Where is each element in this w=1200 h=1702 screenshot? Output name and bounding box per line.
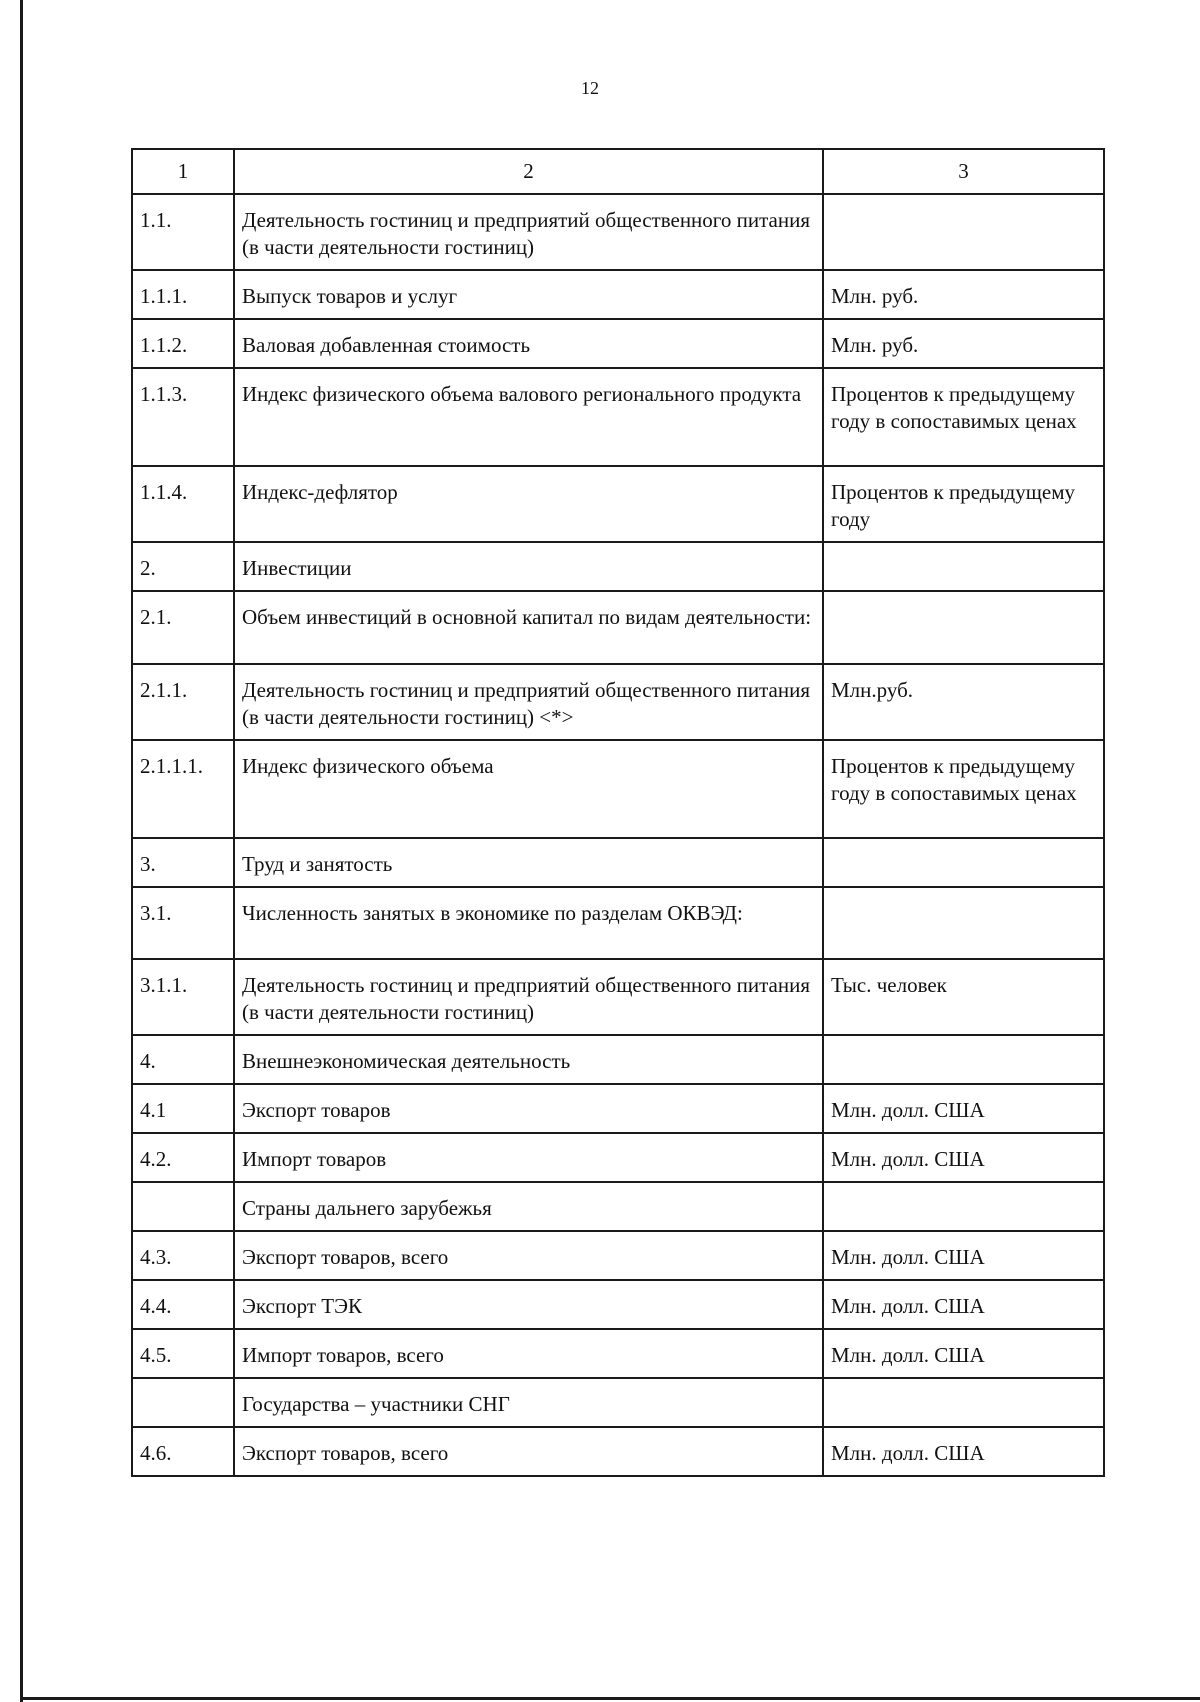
row-unit-cell: Млн. руб. [823, 319, 1104, 368]
row-number-cell: 4.2. [132, 1133, 234, 1182]
header-cell-indicator: 2 [234, 149, 823, 194]
row-unit-cell: Тыс. человек [823, 959, 1104, 1035]
row-unit-cell: Процентов к предыдущему году в сопоставимых ценах [823, 740, 1104, 838]
row-unit-cell [823, 1378, 1104, 1427]
table-row [132, 1329, 1104, 1378]
row-indicator-cell: Выпуск товаров и услуг [234, 270, 823, 319]
row-indicator-cell: Деятельность гостиниц и предприятий общественного питания (в части деятельности гостиниц) <*> [234, 664, 823, 740]
header-cell-number: 1 [132, 149, 234, 194]
row-number-cell: 4.5. [132, 1329, 234, 1378]
row-unit-cell: Млн. долл. США [823, 1280, 1104, 1329]
table-row [132, 542, 1104, 591]
table-row [132, 959, 1104, 1035]
row-unit-cell [823, 591, 1104, 664]
header-cell-unit: 3 [823, 149, 1104, 194]
indicators-table [131, 148, 1105, 1477]
table-row [132, 1035, 1104, 1084]
table-row [132, 1378, 1104, 1427]
row-unit-cell: Млн. долл. США [823, 1231, 1104, 1280]
row-number-cell: 4.1 [132, 1084, 234, 1133]
table-row [132, 194, 1104, 270]
row-unit-cell [823, 542, 1104, 591]
table-row [132, 838, 1104, 887]
row-unit-cell: Млн. долл. США [823, 1084, 1104, 1133]
table-header-row [132, 149, 1104, 194]
row-unit-cell [823, 887, 1104, 959]
row-number-cell: 2. [132, 542, 234, 591]
row-indicator-cell: Объем инвестиций в основной капитал по видам деятельности: [234, 591, 823, 664]
row-number-cell: 2.1.1.1. [132, 740, 234, 838]
table-row [132, 319, 1104, 368]
row-number-cell: 4.3. [132, 1231, 234, 1280]
row-number-cell: 1.1.2. [132, 319, 234, 368]
row-number-cell: 1.1.3. [132, 368, 234, 466]
row-unit-cell: Млн. долл. США [823, 1427, 1104, 1476]
row-unit-cell: Млн. руб. [823, 270, 1104, 319]
row-number-cell: 1.1. [132, 194, 234, 270]
row-indicator-cell: Валовая добавленная стоимость [234, 319, 823, 368]
row-indicator-cell: Экспорт товаров, всего [234, 1427, 823, 1476]
row-indicator-cell: Индекс физического объема [234, 740, 823, 838]
row-indicator-cell: Труд и занятость [234, 838, 823, 887]
row-unit-cell [823, 838, 1104, 887]
table-row [132, 1231, 1104, 1280]
row-unit-cell: Процентов к предыдущему году в сопоставимых ценах [823, 368, 1104, 466]
row-indicator-cell: Индекс физического объема валового регионального продукта [234, 368, 823, 466]
row-indicator-cell: Страны дальнего зарубежья [234, 1182, 823, 1231]
row-indicator-cell: Импорт товаров [234, 1133, 823, 1182]
table-row [132, 887, 1104, 959]
table-row [132, 1427, 1104, 1476]
row-indicator-cell: Экспорт товаров, всего [234, 1231, 823, 1280]
table-row [132, 1182, 1104, 1231]
row-number-cell: 2.1. [132, 591, 234, 664]
table-row [132, 1280, 1104, 1329]
row-unit-cell [823, 1182, 1104, 1231]
row-indicator-cell: Деятельность гостиниц и предприятий общественного питания (в части деятельности гостиниц) [234, 959, 823, 1035]
row-indicator-cell: Экспорт ТЭК [234, 1280, 823, 1329]
row-unit-cell: Млн. долл. США [823, 1133, 1104, 1182]
row-number-cell: 4. [132, 1035, 234, 1084]
row-indicator-cell: Экспорт товаров [234, 1084, 823, 1133]
row-indicator-cell: Внешнеэкономическая деятельность [234, 1035, 823, 1084]
row-indicator-cell: Индекс-дефлятор [234, 466, 823, 542]
scan-bottom-border [20, 1697, 1200, 1700]
page-number: 12 [581, 78, 599, 98]
row-unit-cell [823, 1035, 1104, 1084]
table-row [132, 1133, 1104, 1182]
table-row [132, 466, 1104, 542]
row-unit-cell: Млн. долл. США [823, 1329, 1104, 1378]
row-indicator-cell: Инвестиции [234, 542, 823, 591]
row-unit-cell: Процентов к предыдущему году [823, 466, 1104, 542]
row-number-cell: 4.4. [132, 1280, 234, 1329]
row-indicator-cell: Государства – участники СНГ [234, 1378, 823, 1427]
scan-left-border [20, 0, 23, 1702]
row-number-cell [132, 1378, 234, 1427]
row-number-cell: 3.1.1. [132, 959, 234, 1035]
row-indicator-cell: Численность занятых в экономике по разделам ОКВЭД: [234, 887, 823, 959]
table-row [132, 591, 1104, 664]
row-number-cell: 3. [132, 838, 234, 887]
row-unit-cell: Млн.руб. [823, 664, 1104, 740]
row-number-cell: 1.1.1. [132, 270, 234, 319]
row-number-cell: 2.1.1. [132, 664, 234, 740]
row-indicator-cell: Деятельность гостиниц и предприятий общественного питания (в части деятельности гостиниц) [234, 194, 823, 270]
row-number-cell [132, 1182, 234, 1231]
table-row [132, 270, 1104, 319]
table-row [132, 368, 1104, 466]
row-number-cell: 4.6. [132, 1427, 234, 1476]
row-number-cell: 1.1.4. [132, 466, 234, 542]
row-number-cell: 3.1. [132, 887, 234, 959]
table-row [132, 664, 1104, 740]
table-row [132, 1084, 1104, 1133]
table-row [132, 740, 1104, 838]
row-indicator-cell: Импорт товаров, всего [234, 1329, 823, 1378]
row-unit-cell [823, 194, 1104, 270]
